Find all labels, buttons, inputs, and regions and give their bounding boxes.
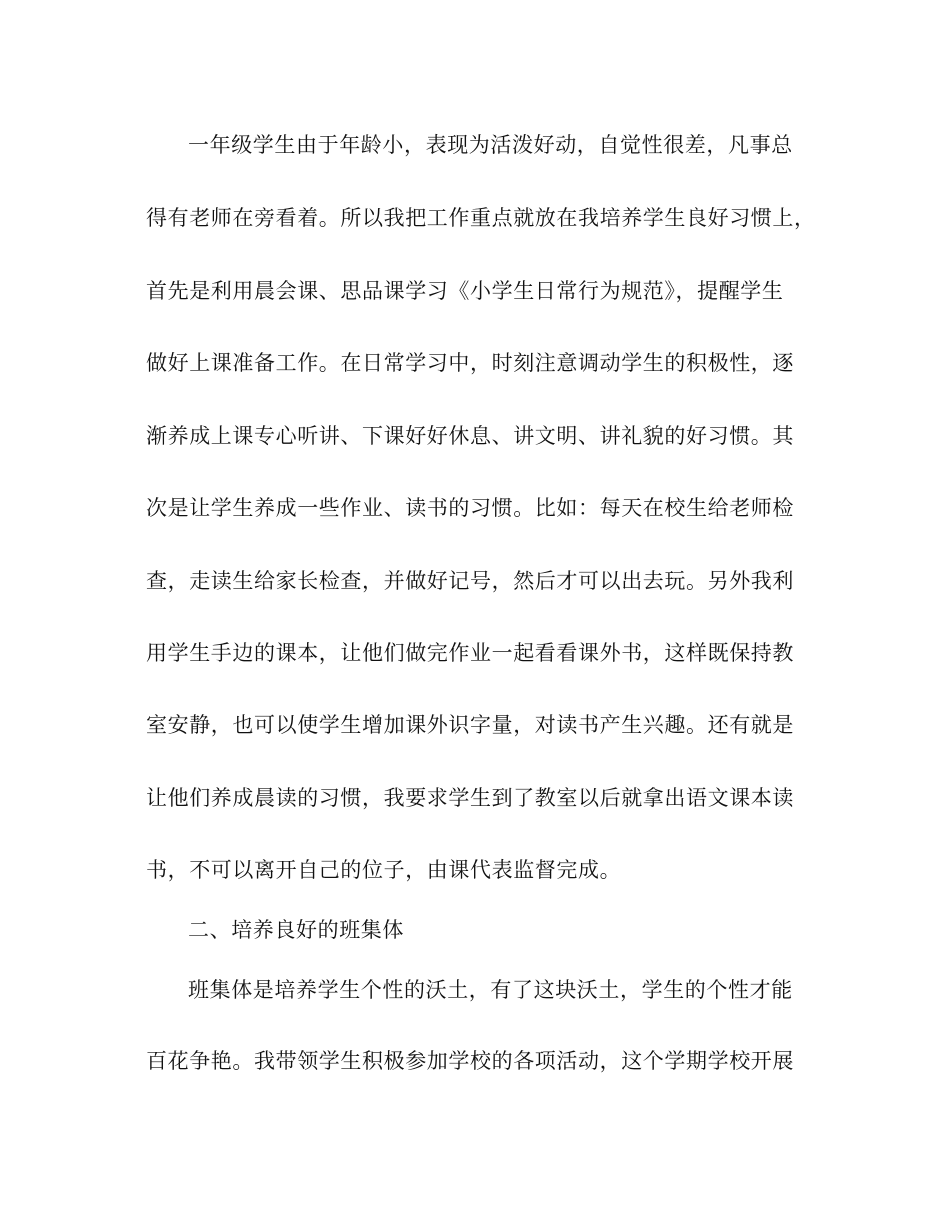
paragraph-line-11: 书，不可以离开自己的位子，由课代表监督完成。 [146, 858, 622, 882]
paragraph-line-3: 首先是利用晨会课、思品课学习《小学生日常行为规范》，提醒学生 [146, 279, 784, 303]
paragraph-line-13: 百花争艳。我带领学生积极参加学校的各项活动，这个学期学校开展 [146, 1049, 794, 1073]
paragraph-line-2: 得有老师在旁看着。所以我把工作重点就放在我培养学生良好习惯上， [146, 206, 816, 230]
paragraph-line-7: 查，走读生给家长检查，并做好记号，然后才可以出去玩。另外我利 [146, 569, 794, 593]
paragraph-line-5: 渐养成上课专心听讲、下课好好休息、讲文明、讲礼貌的好习惯。其 [146, 424, 794, 448]
paragraph-line-9: 室安静，也可以使学生增加课外识字量，对读书产生兴趣。还有就是 [146, 713, 794, 737]
section-heading: 二、培养良好的班集体 [188, 918, 404, 942]
paragraph-line-1: 一年级学生由于年龄小，表现为活泼好动，自觉性很差，凡事总 [188, 133, 793, 157]
paragraph-line-12: 班集体是培养学生个性的沃土，有了这块沃土，学生的个性才能 [188, 978, 793, 1002]
paragraph-line-10: 让他们养成晨读的习惯，我要求学生到了教室以后就拿出语文课本读 [146, 786, 794, 810]
paragraph-line-6: 次是让学生养成一些作业、读书的习惯。比如：每天在校生给老师检 [146, 496, 794, 520]
paragraph-line-8: 用学生手边的课本，让他们做完作业一起看看课外书，这样既保持教 [146, 641, 794, 665]
paragraph-line-4: 做好上课准备工作。在日常学习中，时刻注意调动学生的积极性，逐 [146, 351, 794, 375]
